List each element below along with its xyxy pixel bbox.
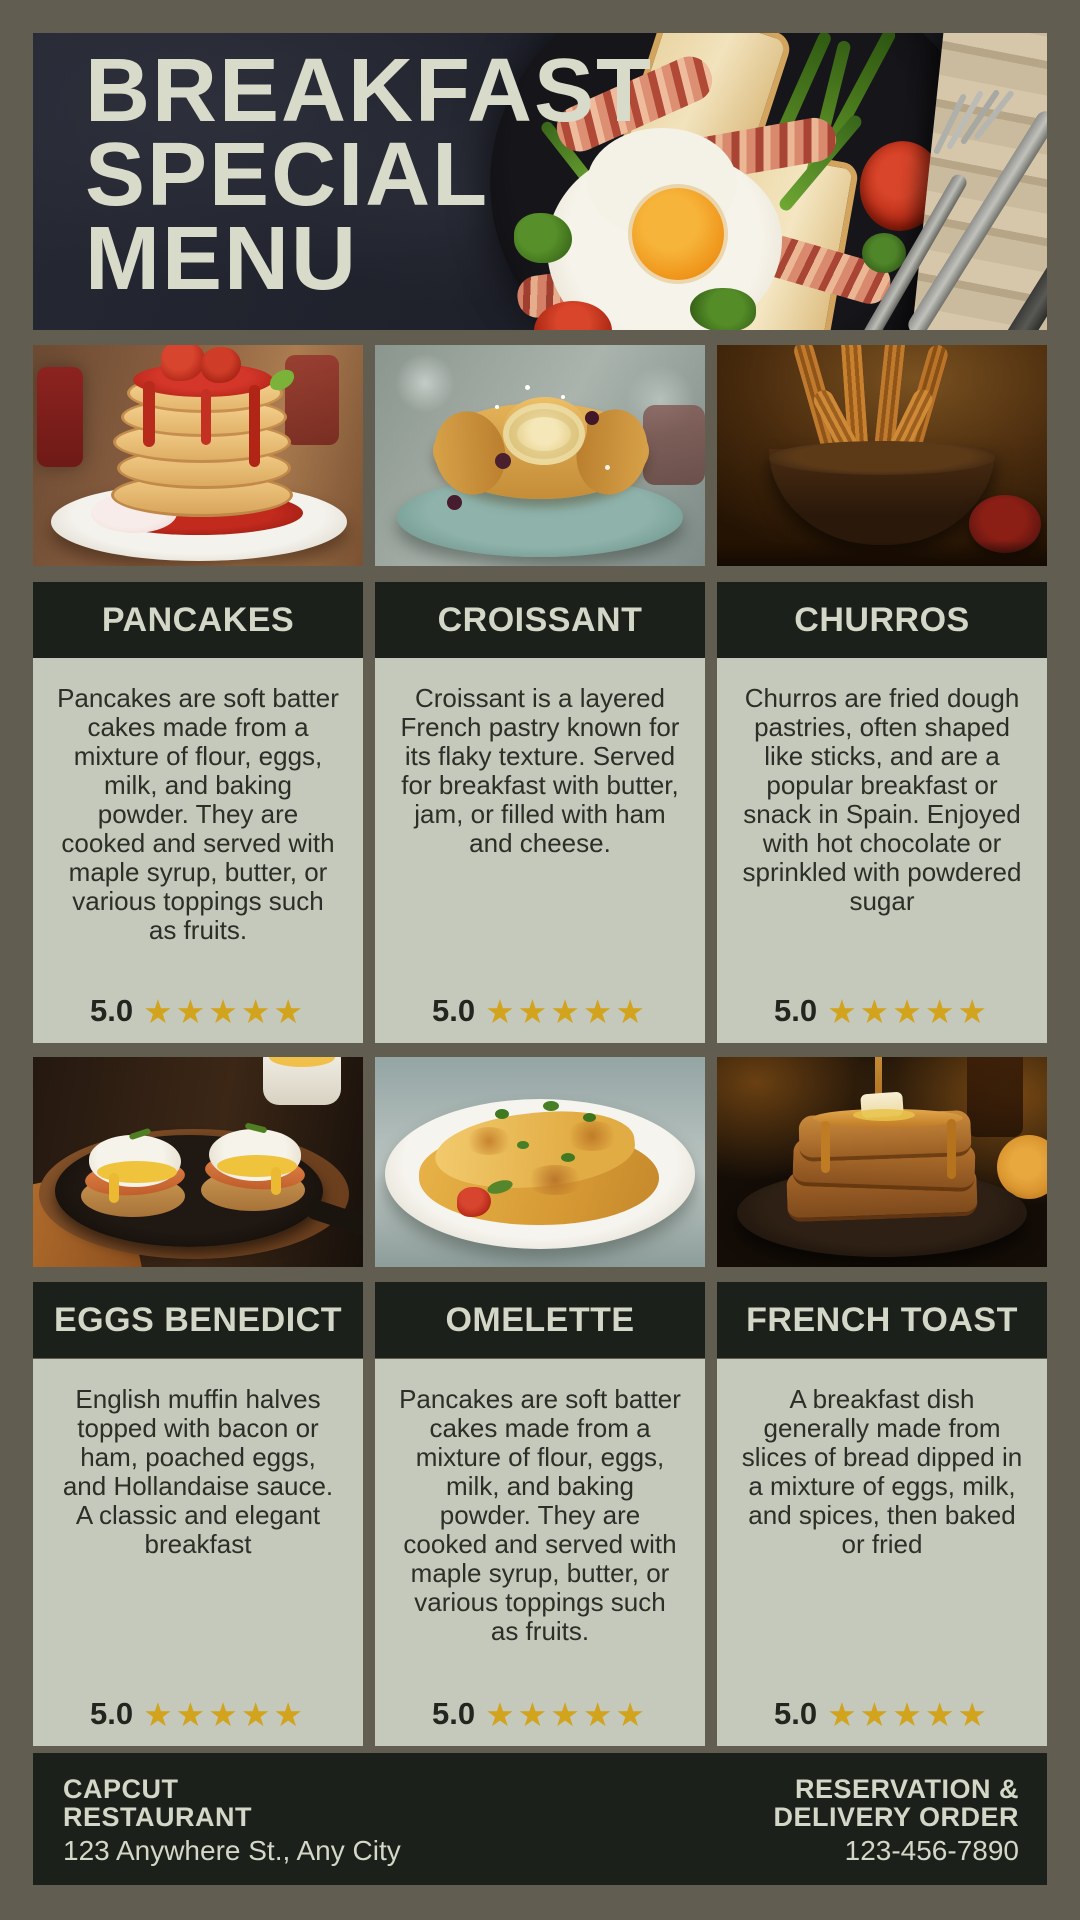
hollandaise-drip [109, 1173, 119, 1203]
churros-bowl-rim [769, 441, 995, 475]
pancakes-photo [33, 345, 363, 566]
star-rating-icons: ★★★★★ [827, 1695, 991, 1733]
french-toast-photo [717, 1057, 1047, 1267]
parsley-fleck [495, 1109, 509, 1119]
reservation-info [773, 1775, 1019, 1885]
rating-score: 5.0 [431, 993, 476, 1028]
rating-score: 5.0 [773, 993, 818, 1028]
poster-title-line3: MENU [85, 209, 358, 309]
syrup-drip [821, 1121, 830, 1173]
croissant-photo [375, 345, 705, 566]
syrup-drip [249, 385, 260, 467]
hollandaise-sauce [217, 1155, 297, 1177]
jam-jar [285, 355, 339, 445]
card-body-eggs-benedict [33, 1359, 363, 1746]
syrup-bottle [967, 1057, 1023, 1137]
omelette-browned-spot [465, 1127, 513, 1155]
card-rating [33, 993, 363, 1029]
jam-jar [643, 405, 705, 485]
cutlery [852, 73, 1047, 330]
star-rating-icons: ★★★★★ [143, 992, 307, 1030]
parsley-fleck [561, 1153, 575, 1162]
poster-title [85, 41, 654, 309]
rating-score: 5.0 [89, 993, 134, 1028]
card-title-label: CHURROS [794, 600, 970, 639]
parsley-fleck [543, 1101, 559, 1111]
card-title-french-toast [717, 1282, 1047, 1358]
star-rating-icons: ★★★★★ [485, 992, 649, 1030]
card-title-label: OMELETTE [445, 1300, 635, 1339]
syrup-drip [201, 389, 211, 445]
restaurant-name-line2: RESTAURANT [63, 1802, 252, 1832]
star-rating-icons: ★★★★★ [827, 992, 991, 1030]
card-rating [375, 1696, 705, 1732]
card-rating [717, 1696, 1047, 1732]
churros-photo [717, 345, 1047, 566]
berry [447, 495, 462, 510]
card-description: Pancakes are soft batter cakes made from a mixture of flour, eggs, milk, and baking powder. They are cooked and served with maple syrup, butter, or various toppings such as fruits. [57, 683, 339, 945]
card-body-pancakes [33, 658, 363, 1043]
footer-bar [33, 1753, 1047, 1885]
card-rating [375, 993, 705, 1029]
card-body-croissant [375, 658, 705, 1043]
reservation-phone: 123-456-7890 [844, 1835, 1019, 1866]
eggs-benedict-photo [33, 1057, 363, 1267]
powder-sugar [561, 395, 565, 399]
knife-handle [997, 245, 1047, 330]
restaurant-info [63, 1775, 401, 1885]
card-title-omelette [375, 1282, 705, 1358]
card-title-eggs-benedict [33, 1282, 363, 1358]
card-description: A breakfast dish generally made from slices of bread dipped in a mixture of eggs, milk, and spices, then baked or fried [741, 1384, 1023, 1559]
card-body-churros [717, 658, 1047, 1043]
rating-score: 5.0 [89, 1696, 134, 1731]
card-title-pancakes [33, 582, 363, 658]
syrup-drip [143, 381, 155, 447]
syrup-drip [947, 1119, 956, 1179]
card-rating [717, 993, 1047, 1029]
reservation-label-line1: RESERVATION & [794, 1774, 1019, 1804]
omelette-browned-spot [565, 1121, 619, 1151]
cream-swirl [503, 403, 585, 465]
card-title-churros [717, 582, 1047, 658]
card-title-label: PANCAKES [101, 600, 295, 639]
card-title-label: CROISSANT [437, 600, 643, 639]
reservation-label-line2: DELIVERY ORDER [773, 1802, 1019, 1832]
rating-score: 5.0 [431, 1696, 476, 1731]
card-description: English muffin halves topped with bacon or ham, poached eggs, and Hollandaise sauce. A classic and elegant breakfast [62, 1384, 334, 1559]
omelette-photo [375, 1057, 705, 1267]
powder-sugar [525, 385, 530, 390]
restaurant-address: 123 Anywhere St., Any City [63, 1835, 401, 1866]
parsley-fleck [517, 1141, 529, 1149]
rating-score: 5.0 [773, 1696, 818, 1731]
poster-title-line1: BREAKFAST [85, 41, 654, 141]
card-body-french-toast [717, 1359, 1047, 1746]
card-title-label: FRENCH TOAST [746, 1300, 1018, 1339]
card-title-label: EGGS BENEDICT [54, 1300, 342, 1339]
jam-jar [37, 367, 83, 467]
parsley-fleck [583, 1113, 596, 1122]
omelette-browned-spot [525, 1165, 585, 1195]
card-description: Pancakes are soft batter cakes made from a mixture of flour, eggs, milk, and baking powder. They are cooked and served with maple syrup, butter, or various toppings such as fruits. [399, 1384, 681, 1646]
card-description: Croissant is a layered French pastry known for its flaky texture. Served for breakfast with butter, jam, or filled with ham and cheese. [400, 683, 680, 858]
butter-melt [853, 1109, 915, 1121]
card-body-omelette [375, 1359, 705, 1746]
hollandaise-drip [271, 1167, 281, 1195]
berry [585, 411, 599, 425]
card-title-croissant [375, 582, 705, 658]
knife [905, 107, 1047, 330]
card-rating [33, 1696, 363, 1732]
star-rating-icons: ★★★★★ [485, 1695, 649, 1733]
parsley-garnish [690, 288, 756, 330]
card-description: Churros are fried dough pastries, often shaped like sticks, and are a popular breakfast or snack in Spain. Enjoyed with hot chocolate or sprinkled with powdered sugar [742, 683, 1022, 916]
bokeh-light [395, 353, 455, 413]
powder-sugar [605, 465, 610, 470]
powder-sugar [495, 405, 499, 409]
header-banner [33, 33, 1047, 330]
berry [495, 453, 511, 469]
table-shadow [717, 541, 1047, 566]
restaurant-name-line1: CAPCUT [63, 1774, 179, 1804]
poster-title-line2: SPECIAL [85, 125, 490, 225]
star-rating-icons: ★★★★★ [143, 1695, 307, 1733]
